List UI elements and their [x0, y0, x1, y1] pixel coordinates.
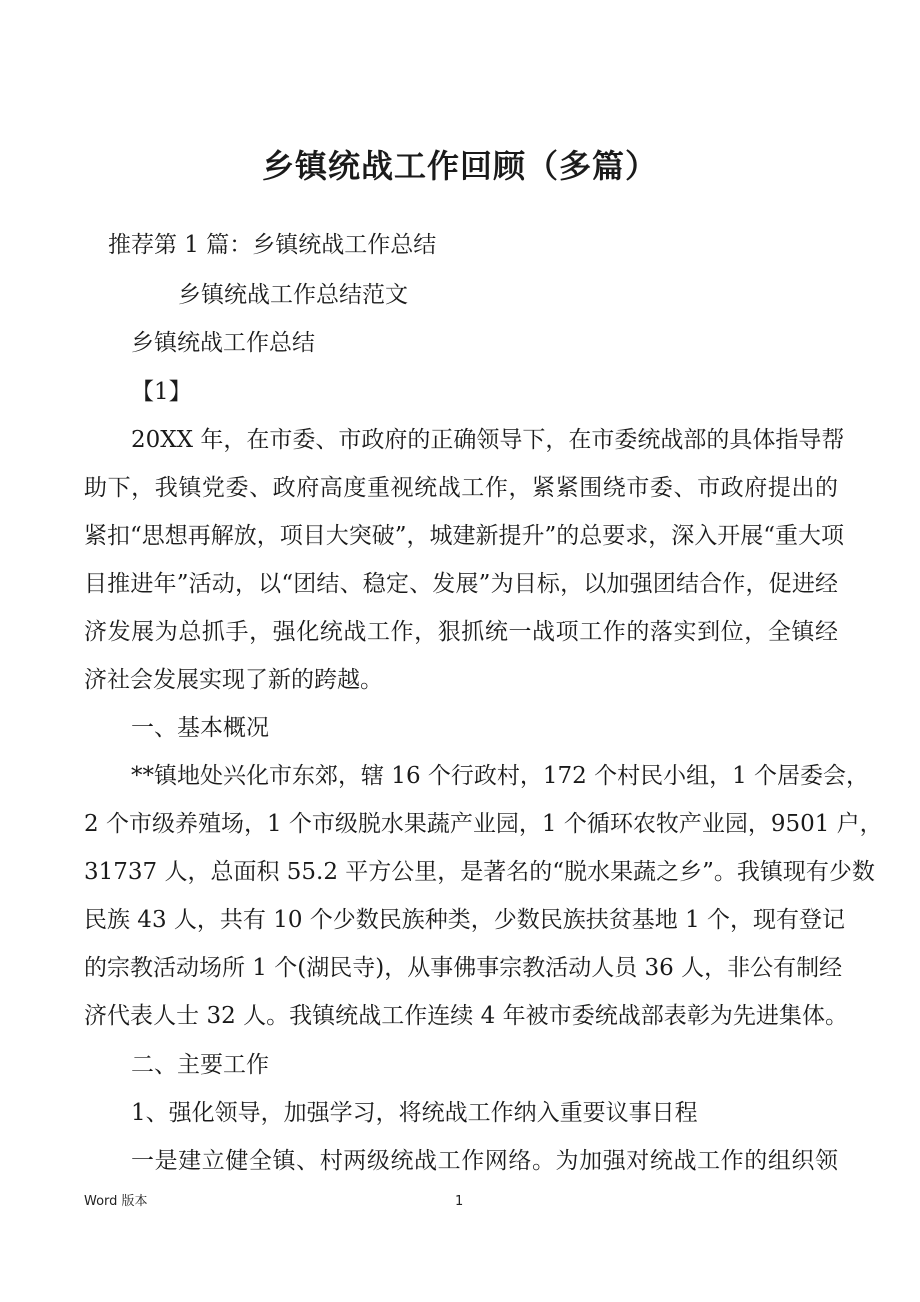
paragraph-line: 目推进年”活动，以“团结、稳定、发展”为目标，以加强团结合作，促进经	[84, 571, 838, 597]
section-heading-1: 一、基本概况	[131, 715, 269, 741]
paragraph-line: 31737 人，总面积 55.2 平方公里，是著名的“脱水果蔬之乡”。我镇现有少数	[84, 859, 875, 885]
paragraph-line: 济社会发展实现了新的跨越。	[84, 667, 383, 693]
paragraph-line: 济发展为总抓手，强化统战工作，狠抓统一战项工作的落实到位，全镇经	[84, 619, 838, 645]
section-heading-2: 二、主要工作	[131, 1052, 269, 1078]
paragraph-line: 一是建立健全镇、村两级统战工作网络。为加强对统战工作的组织领	[131, 1148, 838, 1174]
paragraph-line: 紧扣“思想再解放，项目大突破”，城建新提升”的总要求，深入开展“重大项	[84, 523, 845, 549]
item-heading-1: 1、强化领导，加强学习，将统战工作纳入重要议事日程	[131, 1100, 698, 1126]
subtitle: 乡镇统战工作总结范文	[178, 282, 408, 308]
paragraph-line: 2 个市级养殖场，1 个市级脱水果蔬产业园，1 个循环农牧产业园，9501 户，	[84, 811, 883, 837]
paragraph-line: 助下，我镇党委、政府高度重视统战工作，紧紧围绕市委、市政府提出的	[84, 475, 838, 501]
paragraph-line: **镇地处兴化市东郊，辖 16 个行政村，172 个村民小组，1 个居委会，	[131, 763, 870, 789]
paragraph-line: 的宗教活动场所 1 个(湖民寺)，从事佛事宗教活动人员 36 人，非公有制经	[84, 955, 843, 981]
document-title: 乡镇统战工作回顾（多篇）	[261, 147, 658, 185]
paragraph-line: 20XX 年，在市委、市政府的正确领导下，在市委统战部的具体指导帮	[131, 427, 845, 453]
section-heading: 乡镇统战工作总结	[131, 330, 315, 356]
bracket-number: 【1】	[131, 379, 192, 405]
paragraph-line: 济代表人士 32 人。我镇统战工作连续 4 年被市委统战部表彰为先进集体。	[84, 1003, 848, 1029]
paragraph-line: 民族 43 人，共有 10 个少数民族种类，少数民族扶贫基地 1 个，现有登记	[84, 907, 846, 933]
page-number: 1	[455, 1194, 464, 1209]
recommend-line: 推荐第 1 篇：乡镇统战工作总结	[108, 232, 437, 258]
footer-label: Word 版本	[84, 1194, 148, 1209]
